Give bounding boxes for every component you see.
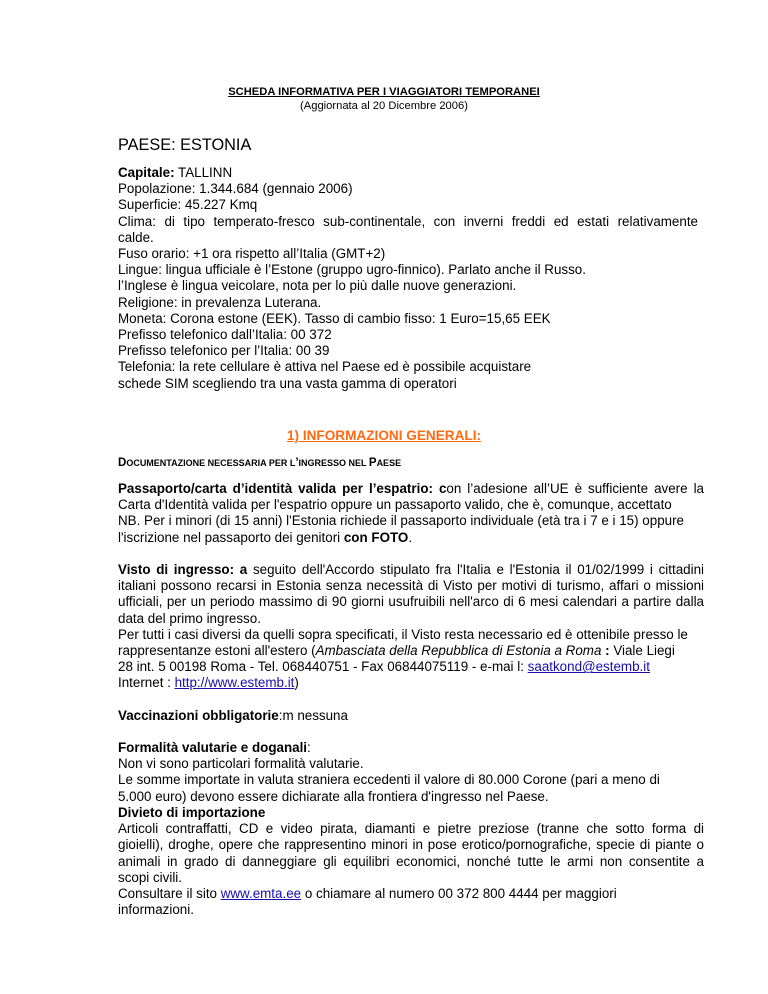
visa-line-6: rappresentanze estoni all'estero (Ambasciata della Repubblica di Estonia a Roma : Viale Liegi bbox=[118, 643, 675, 659]
document-subtitle: (Aggiornata al 20 Dicembre 2006) bbox=[300, 100, 468, 112]
passport-line-1: Passaporto/carta d’identità valida per l’espatrio: con l’adesione all’UE è sufficiente avere la bbox=[118, 481, 704, 496]
climate-line-1: Clima: di tipo temperato-fresco sub-continentale, con inverni freddi ed estati relativamente bbox=[118, 213, 698, 229]
timezone-line: Fuso orario: +1 ora rispetto all’Italia (GMT+2) bbox=[118, 246, 386, 262]
prefix-from-italy-line: Prefisso telefonico dall’Italia: 00 372 bbox=[118, 327, 332, 343]
embassy-email-link[interactable]: saatkond@estemb.it bbox=[527, 659, 650, 675]
emta-website-link[interactable]: www.emta.ee bbox=[220, 886, 302, 902]
vaccinations-value: :m nessuna bbox=[278, 708, 348, 723]
with-photo-emphasis: con FOTO bbox=[343, 529, 409, 545]
section-heading: 1) INFORMAZIONI GENERALI: bbox=[286, 428, 482, 443]
visa-label: Visto di ingresso: a bbox=[118, 562, 248, 577]
currency-formalities-line-3: 5.000 euro) devono essere dichiarate alla frontiera d'ingresso nel Paese. bbox=[118, 788, 549, 804]
visa-line-8: Internet : http://www.estemb.it) bbox=[118, 675, 299, 691]
country-heading: PAESE: ESTONIA bbox=[118, 136, 252, 154]
import-ban-line-4: scopi civili. bbox=[118, 869, 182, 885]
embassy-name: Ambasciata della Repubblica di Estonia a Roma bbox=[315, 643, 602, 659]
import-ban-line-1: Articoli contraffatti, CD e video pirata, diamanti e pietre preziose (tranne che sotto forma di bbox=[118, 821, 704, 837]
currency-formalities-label: Formalità valutarie e doganali bbox=[118, 740, 308, 755]
capital-line bbox=[118, 165, 698, 181]
climate-line-2: calde. bbox=[118, 229, 154, 245]
visa-line-1: Visto di ingresso: a seguito dell'Accordo stipulato fra l'Italia e l'Estonia il 01/02/1999 i cittadini bbox=[118, 562, 704, 577]
import-ban-line-3: animali in grado di danneggiare gli equilibri economici, nonché tutte le armi non consentite a bbox=[118, 853, 704, 869]
passport-line-4: l'iscrizione nel passaporto dei genitori con FOTO. bbox=[118, 529, 413, 545]
visa-line-2: italiani possono recarsi in Estonia senza necessità di Visto per motivi di turismo, affari o missioni bbox=[118, 578, 704, 594]
visa-paragraph bbox=[118, 562, 704, 692]
languages-line-1: Lingue: lingua ufficiale è l’Estone (gruppo ugro-finnico). Parlato anche il Russo. bbox=[118, 262, 586, 278]
visa-line-3: ufficiali, per un periodo massimo di 90 giorni usufruibili nell'arco di 6 mesi calendari a partire dalla bbox=[118, 594, 704, 610]
currency-line: Moneta: Corona estone (EEK). Tasso di cambio fisso: 1 Euro=15,65 EEK bbox=[118, 310, 551, 326]
documentation-heading: DOCUMENTAZIONE NECESSARIA PER L’INGRESSO NEL PAESE bbox=[118, 457, 402, 469]
currency-formalities-paragraph: Formalità valutarie e doganali: Non vi sono particolari formalità valutarie. Le somme importate in valuta straniera eccedenti il valore di 80.000 Corone (pari a meno di 5.000 euro) devono essere dichiarate alla frontiera d'ingresso nel Paese. bbox=[118, 740, 698, 805]
telephony-line-2: schede SIM scegliendo tra una vasta gamma di operatori bbox=[118, 375, 457, 391]
vaccinations-paragraph bbox=[118, 708, 698, 724]
passport-line-3: NB. Per i minori (di 15 anni) l'Estonia richiede il passaporto individuale (età tra i 7 e i 15) oppure bbox=[118, 513, 684, 529]
religion-line: Religione: in prevalenza Luterana. bbox=[118, 294, 322, 310]
visa-line-5: Per tutti i casi diversi da quelli sopra specificati, il Visto resta necessario ed è ottenibile presso le bbox=[118, 626, 688, 642]
passport-label: Passaporto/carta d’identità valida per l’espatrio: c bbox=[118, 481, 447, 496]
capital-label: Capitale: bbox=[118, 165, 175, 180]
document-title: SCHEDA INFORMATIVA PER I VIAGGIATORI TEMPORANEI bbox=[228, 86, 540, 98]
passport-paragraph bbox=[118, 481, 704, 546]
area-line: Superficie: 45.227 Kmq bbox=[118, 197, 258, 213]
telephony-line-1: Telefonia: la rete cellulare è attiva nel Paese ed è possibile acquistare bbox=[118, 359, 532, 375]
currency-formalities-line-2: Le somme importate in valuta straniera eccedenti il valore di 80.000 Corone (pari a meno di bbox=[118, 772, 660, 788]
languages-line-2: l’Inglese è lingua veicolare, nota per lo più dalle nuove generazioni. bbox=[118, 278, 517, 294]
import-ban-line-5: Consultare il sito www.emta.ee o chiamare al numero 00 372 800 4444 per maggiori bbox=[118, 886, 617, 902]
import-ban-line-6: informazioni. bbox=[118, 902, 194, 918]
import-ban-line-2: gioielli), droghe, opere che rappresentino minori in pose erotico/pornografiche, specie di piante o bbox=[118, 837, 704, 853]
vaccinations-label: Vaccinazioni obbligatorie bbox=[118, 708, 279, 723]
visa-line-4: data del primo ingresso. bbox=[118, 610, 261, 626]
passport-line-2: Carta d'Identità valida per l'espatrio oppure un passaporto valido, che è, comunque, accettato bbox=[118, 497, 672, 513]
visa-line-7: 28 int. 5 00198 Roma - Tel. 068440751 - Fax 06844075119 - e-mai l: saatkond@estemb.it bbox=[118, 659, 650, 675]
prefix-to-italy-line: Prefisso telefonico per l’Italia: 00 39 bbox=[118, 343, 330, 359]
country-facts bbox=[118, 165, 698, 392]
population-line: Popolazione: 1.344.684 (gennaio 2006) bbox=[118, 181, 353, 197]
embassy-website-link[interactable]: http://www.estemb.it bbox=[174, 675, 295, 691]
import-ban-paragraph bbox=[118, 805, 704, 918]
import-ban-label: Divieto di importazione bbox=[118, 805, 266, 820]
currency-formalities-line-1: Non vi sono particolari formalità valutarie. bbox=[118, 756, 364, 772]
capital-value: TALLINN bbox=[174, 165, 233, 180]
